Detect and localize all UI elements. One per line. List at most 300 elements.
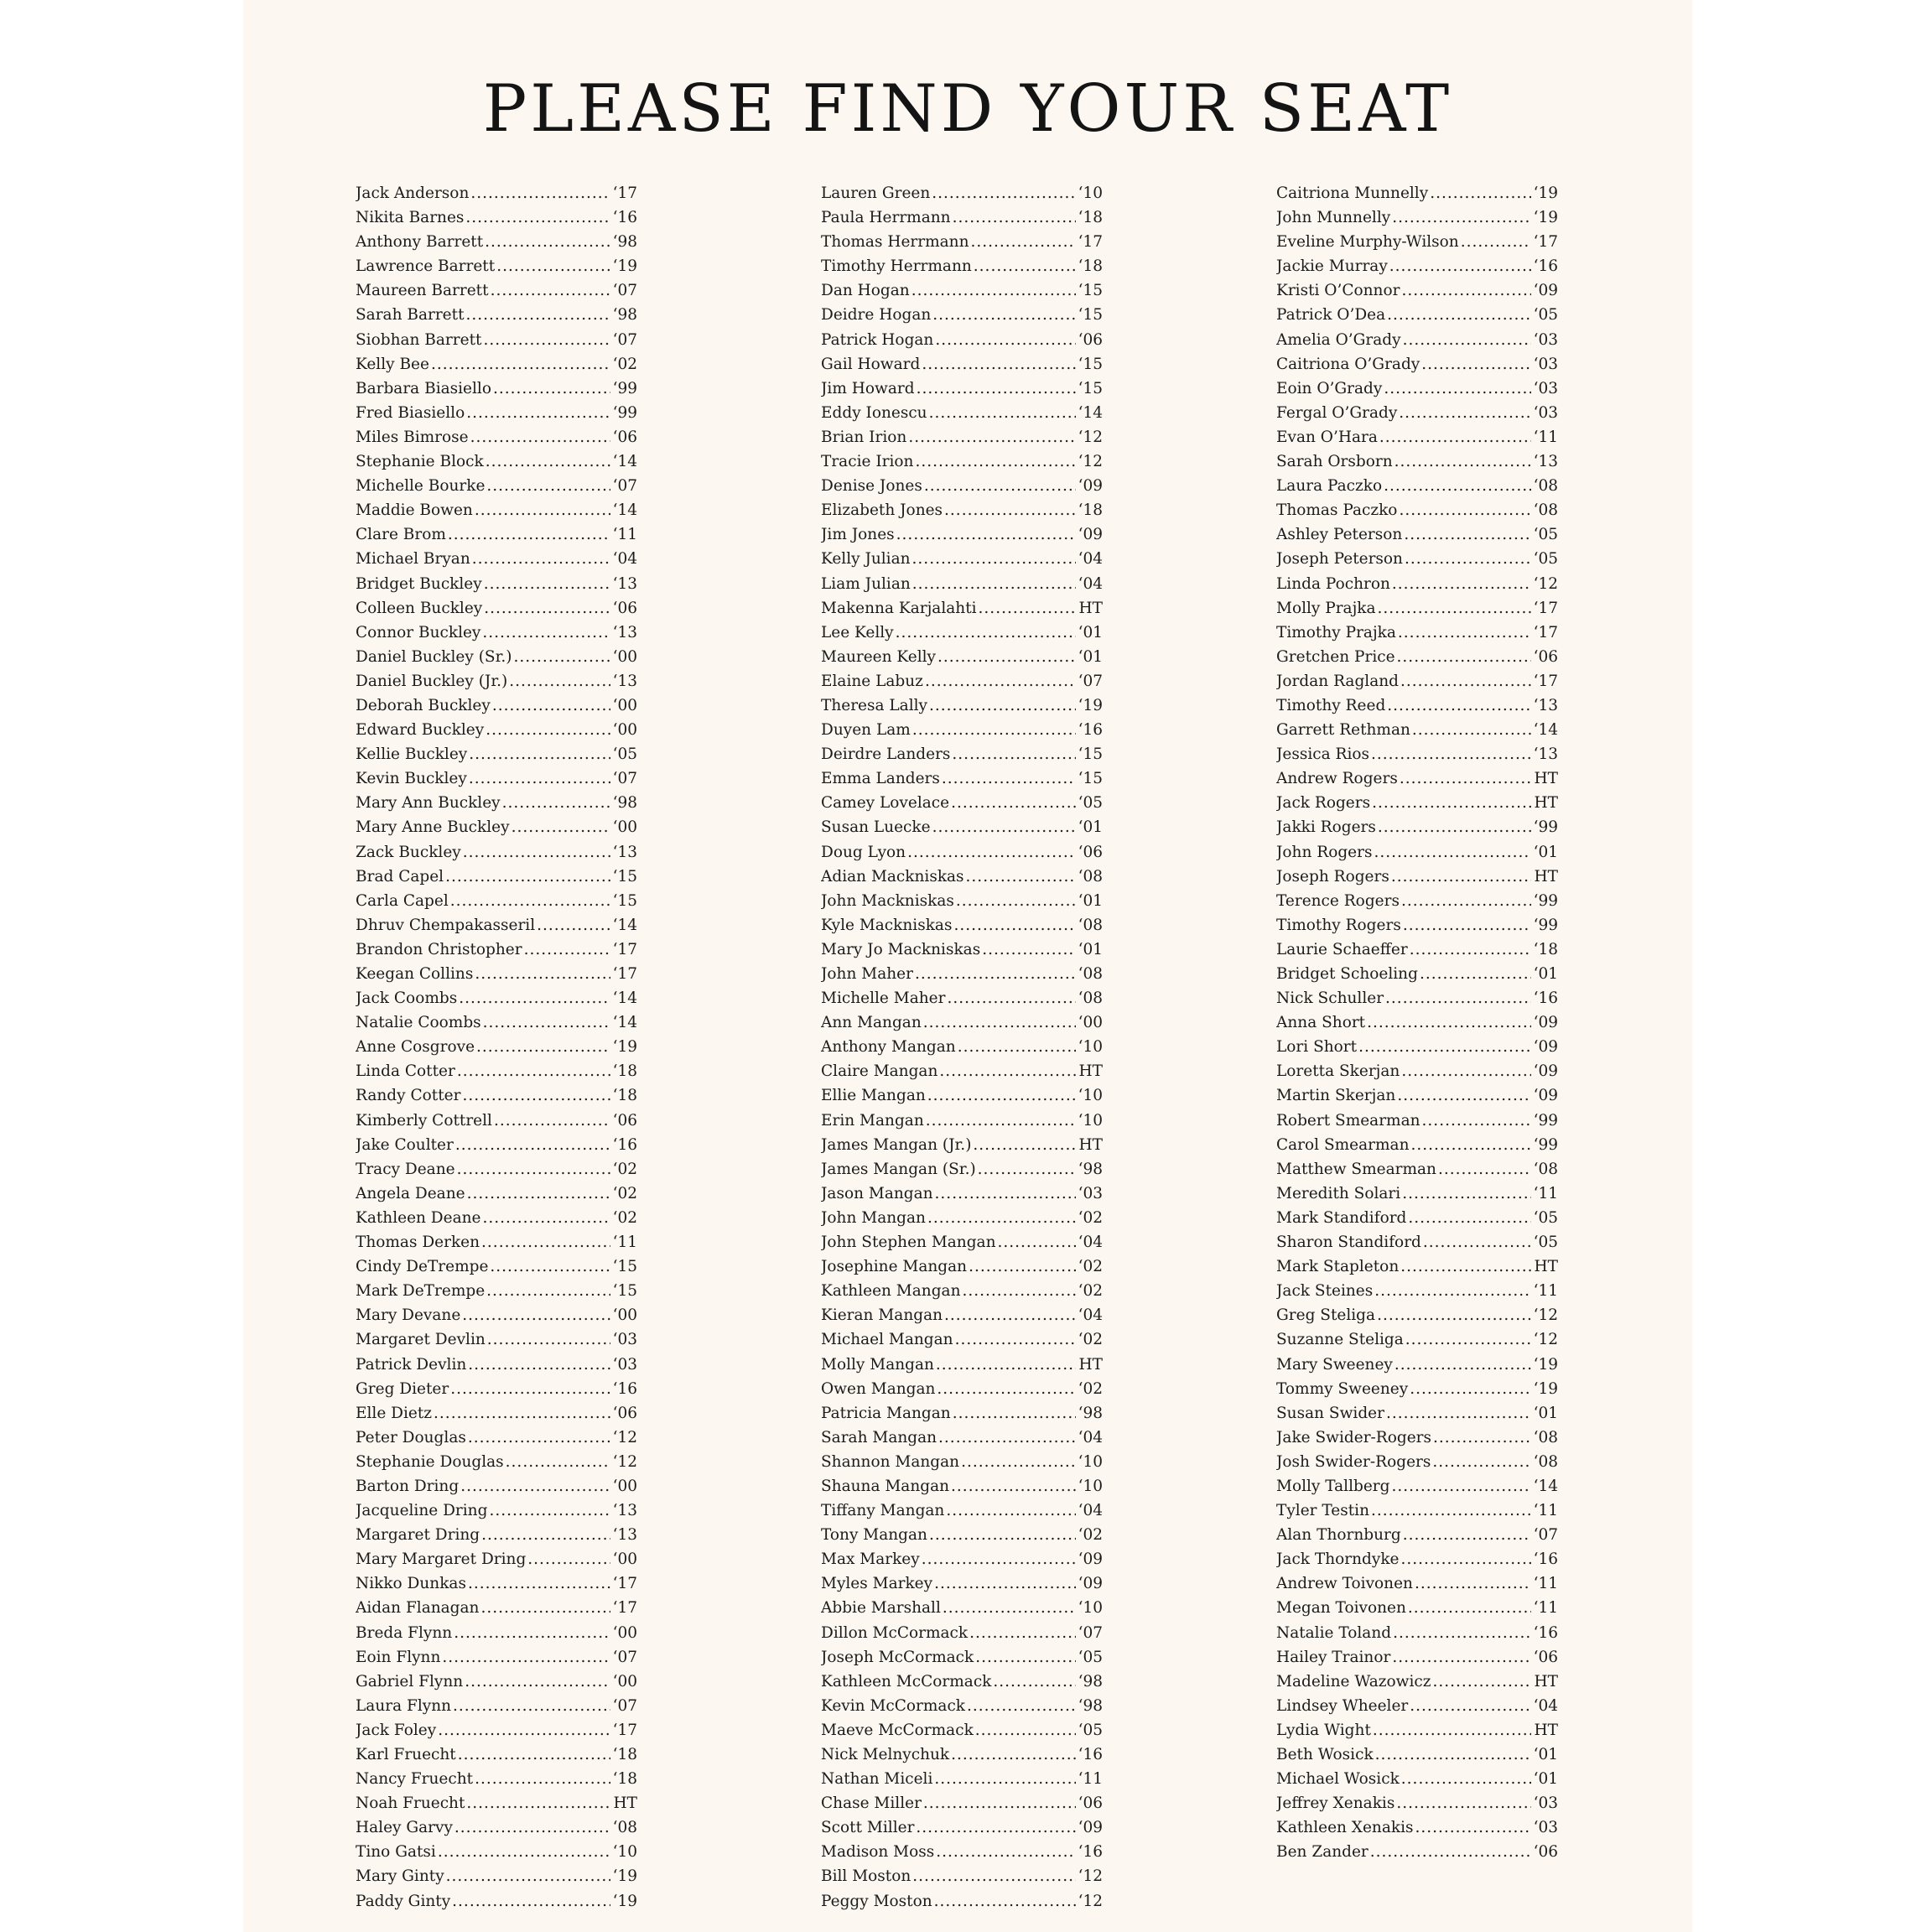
guest-entry — [821, 962, 1103, 986]
guest-entry — [1276, 352, 1558, 377]
dot-leader — [485, 230, 610, 254]
guest-year: ‘12 — [1533, 574, 1558, 593]
dot-leader — [934, 1889, 1076, 1914]
guest-name: Brad Capel — [356, 867, 444, 886]
dot-leader — [1438, 1157, 1531, 1182]
guest-entry — [356, 986, 637, 1010]
guest-year: ‘12 — [1078, 428, 1103, 446]
guest-year: ‘10 — [1078, 184, 1103, 202]
dot-leader — [1401, 1767, 1531, 1791]
dot-leader — [475, 498, 610, 522]
guest-year: HT — [1078, 1135, 1103, 1154]
guest-entry — [1276, 1377, 1558, 1401]
guest-entry — [1276, 986, 1558, 1010]
guest-year: ‘06 — [1533, 647, 1558, 666]
guest-year: ‘05 — [612, 745, 637, 764]
guest-entry — [356, 1059, 637, 1083]
guest-entry — [1276, 1133, 1558, 1157]
guest-name: Siobhan Barrett — [356, 330, 482, 349]
guest-year: ‘14 — [1078, 403, 1103, 422]
dot-leader — [509, 669, 610, 693]
guest-name: Jack Rogers — [1276, 794, 1371, 813]
guest-entry — [356, 913, 637, 937]
guest-name: Deirdre Landers — [821, 745, 951, 764]
guest-year: ‘10 — [612, 1843, 637, 1862]
guest-entry — [821, 230, 1103, 254]
guest-year: ‘13 — [1533, 453, 1558, 471]
dot-leader — [475, 1767, 610, 1791]
dot-leader — [1420, 962, 1531, 986]
dot-leader — [527, 1547, 610, 1571]
guest-name: Eddy Ionescu — [821, 403, 927, 422]
guest-year: ‘13 — [612, 574, 637, 593]
dot-leader — [1423, 1230, 1531, 1254]
guest-name: Mark Standiford — [1276, 1208, 1407, 1227]
guest-name: Sharon Standiford — [1276, 1233, 1421, 1252]
guest-year: ‘98 — [1078, 1672, 1103, 1690]
guest-entry — [1276, 1426, 1558, 1450]
dot-leader — [1378, 596, 1531, 621]
dot-leader — [466, 303, 611, 327]
guest-entry — [1276, 1547, 1558, 1571]
guest-name: Josh Swider-Rogers — [1276, 1452, 1431, 1471]
guest-year: ‘09 — [1533, 282, 1558, 300]
guest-year: ‘19 — [1533, 209, 1558, 227]
dot-leader — [1405, 547, 1531, 571]
guest-entry — [821, 522, 1103, 547]
guest-entry — [821, 377, 1103, 401]
dot-leader — [452, 1889, 610, 1914]
guest-name: Doug Lyon — [821, 843, 906, 861]
guest-entry — [821, 1645, 1103, 1670]
guest-year: ‘12 — [1078, 1892, 1103, 1910]
dot-leader — [434, 1401, 610, 1426]
guest-name: Barton Dring — [356, 1477, 460, 1495]
guest-name: Theresa Lally — [821, 696, 927, 714]
dot-leader — [482, 1206, 610, 1230]
guest-name: Kristi O’Connor — [1276, 282, 1400, 300]
guest-year: ‘18 — [1533, 940, 1558, 958]
guest-year: ‘06 — [612, 599, 637, 617]
dot-leader — [896, 621, 1076, 645]
guest-entry — [821, 693, 1103, 718]
guest-entry — [821, 1157, 1103, 1182]
guest-year: ‘99 — [612, 379, 637, 397]
guest-entry — [356, 377, 637, 401]
guest-entry — [356, 449, 637, 474]
guest-entry — [1276, 1571, 1558, 1596]
guest-name: Madeline Wazowicz — [1276, 1672, 1431, 1690]
dot-leader — [907, 840, 1076, 865]
guest-year: ‘01 — [1078, 818, 1103, 837]
dot-leader — [929, 693, 1076, 718]
guest-entry — [1276, 1035, 1558, 1059]
guest-entry — [1276, 1767, 1558, 1791]
guest-entry — [356, 1474, 637, 1498]
guest-name: Maureen Barrett — [356, 282, 489, 300]
guest-entry — [356, 254, 637, 278]
guest-year: HT — [1534, 867, 1558, 886]
guest-year: ‘99 — [612, 403, 637, 422]
guest-year: ‘09 — [1533, 1038, 1558, 1057]
guest-year: ‘03 — [1533, 379, 1558, 397]
dot-leader — [493, 377, 610, 401]
guest-year: ‘02 — [612, 1208, 637, 1227]
dot-leader — [1461, 230, 1531, 254]
guest-name: Martin Skerjan — [1276, 1087, 1396, 1105]
guest-entry — [356, 1303, 637, 1327]
dot-leader — [955, 1327, 1076, 1352]
dot-leader — [1404, 522, 1531, 547]
dot-leader — [496, 254, 610, 278]
guest-name: Lydia Wight — [1276, 1721, 1371, 1739]
guest-entry — [1276, 449, 1558, 474]
dot-leader — [912, 1864, 1076, 1888]
dot-leader — [1432, 1450, 1531, 1474]
guest-entry — [821, 889, 1103, 913]
guest-entry — [356, 1133, 637, 1157]
dot-leader — [971, 230, 1076, 254]
guest-name: Kathleen Mangan — [821, 1282, 961, 1301]
dot-leader — [502, 791, 610, 815]
guest-year: ‘18 — [1078, 257, 1103, 276]
guest-name: Evan O’Hara — [1276, 428, 1378, 446]
guest-entry — [1276, 205, 1558, 230]
dot-leader — [1396, 1791, 1531, 1815]
dot-leader — [482, 621, 610, 645]
guest-year: ‘03 — [1533, 403, 1558, 422]
guest-year: ‘05 — [1533, 550, 1558, 569]
guest-entry — [1276, 278, 1558, 303]
guest-name: Jack Anderson — [356, 184, 470, 202]
guest-entry — [821, 1571, 1103, 1596]
guest-entry — [356, 1327, 637, 1352]
dot-leader — [1389, 254, 1531, 278]
guest-year: ‘02 — [612, 1184, 637, 1202]
guest-year: ‘07 — [1533, 1526, 1558, 1545]
page-title: PLEASE FIND YOUR SEAT — [482, 71, 1453, 147]
guest-year: ‘09 — [1533, 1062, 1558, 1081]
dot-leader — [486, 474, 610, 498]
dot-leader — [932, 303, 1076, 327]
guest-year: ‘00 — [1078, 1014, 1103, 1032]
dot-leader — [1403, 1523, 1531, 1547]
guest-entry — [1276, 840, 1558, 865]
guest-year: ‘01 — [1533, 965, 1558, 983]
dot-leader — [1397, 1083, 1531, 1108]
guest-entry — [821, 1206, 1103, 1230]
dot-leader — [470, 181, 610, 205]
dot-leader — [1387, 693, 1531, 718]
dot-leader — [975, 1645, 1076, 1670]
guest-year: ‘01 — [1078, 647, 1103, 666]
guest-entry — [356, 718, 637, 742]
guest-entry — [1276, 1182, 1558, 1206]
guest-year: ‘08 — [1533, 477, 1558, 496]
guest-name: Breda Flynn — [356, 1623, 453, 1642]
dot-leader — [929, 1523, 1076, 1547]
guest-name: Ashley Peterson — [1276, 526, 1403, 544]
dot-leader — [915, 449, 1076, 474]
guest-name: Ellie Mangan — [821, 1087, 926, 1105]
guest-year: ‘14 — [1533, 721, 1558, 740]
guest-entry — [1276, 474, 1558, 498]
guest-entry — [356, 181, 637, 205]
guest-year: ‘07 — [612, 282, 637, 300]
dot-leader — [1378, 815, 1531, 839]
dot-leader — [475, 962, 610, 986]
guest-year: ‘08 — [1078, 965, 1103, 983]
guest-entry — [1276, 596, 1558, 621]
guest-name: Natalie Toland — [1276, 1623, 1392, 1642]
guest-entry — [1276, 1645, 1558, 1670]
guest-name: Thomas Herrmann — [821, 233, 969, 252]
dot-leader — [1398, 621, 1531, 645]
guest-entry — [356, 1279, 637, 1303]
guest-name: Mary Ginty — [356, 1867, 444, 1886]
guest-year: ‘14 — [612, 501, 637, 520]
guest-name: Jack Steines — [1276, 1282, 1374, 1301]
guest-year: ‘98 — [612, 794, 637, 813]
guest-year: ‘00 — [612, 1550, 637, 1569]
dot-leader — [917, 377, 1076, 401]
dot-leader — [445, 865, 610, 889]
guest-name: Robert Smearman — [1276, 1111, 1420, 1130]
guest-year: ‘15 — [612, 867, 637, 886]
guest-year: ‘06 — [1533, 1648, 1558, 1666]
guest-entry — [821, 303, 1103, 327]
guest-entry — [356, 791, 637, 815]
dot-leader — [448, 522, 610, 547]
guest-year: ‘17 — [1533, 599, 1558, 617]
guest-year: ‘19 — [1533, 184, 1558, 202]
guest-year: ‘02 — [1078, 1208, 1103, 1227]
guest-year: ‘17 — [612, 1575, 637, 1593]
guest-entry — [821, 205, 1103, 230]
dot-leader — [953, 913, 1076, 937]
guest-name: Joseph Rogers — [1276, 867, 1389, 886]
dot-leader — [973, 1133, 1076, 1157]
guest-entry — [821, 986, 1103, 1010]
guest-entry — [356, 1523, 637, 1547]
dot-leader — [480, 1596, 610, 1620]
guest-year: ‘17 — [612, 1599, 637, 1618]
guest-entry — [356, 1694, 637, 1718]
guest-entry — [821, 1182, 1103, 1206]
dot-leader — [1392, 572, 1531, 596]
dot-leader — [912, 547, 1076, 571]
guest-entry — [821, 937, 1103, 962]
guest-name: Eveline Murphy-Wilson — [1276, 233, 1459, 252]
guest-entry — [1276, 1254, 1558, 1279]
dot-leader — [1370, 1840, 1531, 1864]
guest-entry — [1276, 1010, 1558, 1035]
guest-year: ‘18 — [612, 1770, 637, 1789]
guest-name: Barbara Biasiello — [356, 379, 491, 397]
guest-year: ‘18 — [612, 1062, 637, 1081]
guest-year: ‘08 — [612, 1819, 637, 1837]
guest-entry — [821, 1596, 1103, 1620]
dot-leader — [1371, 1498, 1531, 1523]
seating-chart-poster — [243, 0, 1692, 1932]
guest-year: ‘11 — [1078, 1770, 1103, 1789]
guest-entry — [356, 669, 637, 693]
guest-year: ‘13 — [612, 1502, 637, 1520]
dot-leader — [453, 1694, 610, 1718]
guest-name: Susan Swider — [1276, 1404, 1384, 1422]
guest-name: Elaine Labuz — [821, 672, 923, 690]
dot-leader — [1397, 645, 1531, 669]
guest-year: ‘00 — [612, 1477, 637, 1495]
guest-name: John Maher — [821, 965, 913, 983]
guest-name: Owen Mangan — [821, 1379, 936, 1398]
guest-name: Linda Cotter — [356, 1062, 455, 1081]
dot-leader — [951, 1742, 1076, 1767]
guest-entry — [356, 1742, 637, 1767]
guest-name: Terence Rogers — [1276, 891, 1400, 910]
guest-name: Loretta Skerjan — [1276, 1062, 1400, 1081]
guest-name: Stephanie Block — [356, 453, 484, 471]
guest-year: ‘13 — [612, 623, 637, 641]
guest-entry — [356, 1498, 637, 1523]
guest-year: ‘14 — [612, 916, 637, 934]
guest-entry — [356, 596, 637, 621]
dot-leader — [1373, 1718, 1531, 1742]
dot-leader — [1415, 1815, 1532, 1840]
guest-entry — [821, 1547, 1103, 1571]
guest-name: Jack Foley — [356, 1721, 437, 1739]
dot-leader — [998, 1230, 1077, 1254]
guest-entry — [356, 1206, 637, 1230]
guest-column-1 — [356, 181, 637, 1914]
guest-name: Susan Luecke — [821, 818, 931, 837]
dot-leader — [1371, 742, 1531, 766]
guest-entry — [821, 742, 1103, 766]
guest-name: Connor Buckley — [356, 623, 481, 641]
guest-entry — [356, 865, 637, 889]
dot-leader — [457, 1157, 610, 1182]
dot-leader — [1422, 1109, 1531, 1133]
dot-leader — [936, 1840, 1076, 1864]
dot-leader — [1410, 937, 1531, 962]
guest-year: HT — [1534, 1258, 1558, 1276]
guest-year: ‘98 — [612, 306, 637, 325]
guest-entry — [821, 1426, 1103, 1450]
guest-entry — [821, 1133, 1103, 1157]
dot-leader — [1401, 889, 1531, 913]
guest-year: ‘07 — [612, 1648, 637, 1666]
guest-year: ‘05 — [1533, 526, 1558, 544]
dot-leader — [468, 1426, 610, 1450]
guest-name: Tyler Testin — [1276, 1502, 1369, 1520]
guest-entry — [821, 1694, 1103, 1718]
guest-name: Kellie Buckley — [356, 745, 468, 764]
guest-year: ‘16 — [612, 1379, 637, 1398]
guest-entry — [356, 498, 637, 522]
guest-name: Anthony Barrett — [356, 233, 484, 252]
guest-entry — [1276, 377, 1558, 401]
guest-entry — [821, 1498, 1103, 1523]
guest-entry — [821, 474, 1103, 498]
guest-entry — [821, 791, 1103, 815]
dot-leader — [446, 1864, 610, 1888]
dot-leader — [915, 962, 1076, 986]
guest-entry — [356, 937, 637, 962]
dot-leader — [1392, 1474, 1532, 1498]
guest-year: ‘99 — [1533, 818, 1558, 837]
dot-leader — [922, 1547, 1076, 1571]
guest-name: Bill Moston — [821, 1867, 911, 1886]
guest-entry — [1276, 1596, 1558, 1620]
dot-leader — [982, 937, 1076, 962]
guest-name: Lee Kelly — [821, 623, 894, 641]
guest-entry — [356, 645, 637, 669]
guest-entry — [1276, 1670, 1558, 1694]
guest-year: HT — [1534, 770, 1558, 788]
guest-year: ‘17 — [1078, 233, 1103, 252]
guest-name: Timothy Herrmann — [821, 257, 972, 276]
guest-year: ‘12 — [1533, 1306, 1558, 1325]
dot-leader — [483, 328, 610, 352]
dot-leader — [465, 1670, 610, 1694]
dot-leader — [514, 645, 610, 669]
dot-leader — [926, 1109, 1076, 1133]
guest-name: Liam Julian — [821, 574, 911, 593]
guest-entry — [821, 498, 1103, 522]
guest-year: ‘06 — [1078, 1794, 1103, 1813]
guest-name: Karl Fruecht — [356, 1746, 456, 1763]
guest-entry — [821, 1377, 1103, 1401]
guest-name: Eoin O’Grady — [1276, 379, 1383, 397]
dot-leader — [912, 572, 1076, 596]
dot-leader — [975, 1718, 1076, 1742]
guest-year: ‘16 — [1078, 721, 1103, 740]
guest-year: ‘11 — [1533, 1282, 1558, 1301]
guest-entry — [1276, 1109, 1558, 1133]
guest-name: Molly Prajka — [1276, 599, 1376, 617]
guest-name: Ben Zander — [1276, 1843, 1368, 1862]
dot-leader — [942, 766, 1076, 791]
dot-leader — [934, 1571, 1076, 1596]
dot-leader — [486, 1279, 610, 1303]
guest-name: Emma Landers — [821, 770, 940, 788]
guest-year: ‘05 — [1078, 794, 1103, 813]
guest-name: Joseph McCormack — [821, 1648, 974, 1666]
dot-leader — [993, 1670, 1076, 1694]
guest-name: Jacqueline Dring — [356, 1502, 488, 1520]
guest-name: Jakki Rogers — [1276, 818, 1376, 837]
guest-name: Elizabeth Jones — [821, 501, 943, 520]
guest-entry — [821, 1718, 1103, 1742]
guest-entry — [821, 1840, 1103, 1864]
guest-name: Edward Buckley — [356, 721, 485, 740]
guest-year: ‘00 — [612, 647, 637, 666]
guest-name: Elle Dietz — [356, 1404, 433, 1422]
guest-entry — [356, 1254, 637, 1279]
guest-year: ‘15 — [1078, 379, 1103, 397]
guest-entry — [356, 1815, 637, 1840]
guest-entry — [356, 1010, 637, 1035]
guest-year: ‘04 — [1078, 1428, 1103, 1446]
guest-year: ‘06 — [612, 1404, 637, 1422]
guest-entry — [821, 1035, 1103, 1059]
guest-entry — [821, 596, 1103, 621]
guest-name: Margaret Devlin — [356, 1331, 486, 1349]
guest-name: Jessica Rios — [1276, 745, 1370, 764]
guest-name: John Mangan — [821, 1208, 926, 1227]
guest-year: ‘01 — [1533, 1746, 1558, 1763]
guest-name: Kyle Mackniskas — [821, 916, 953, 934]
